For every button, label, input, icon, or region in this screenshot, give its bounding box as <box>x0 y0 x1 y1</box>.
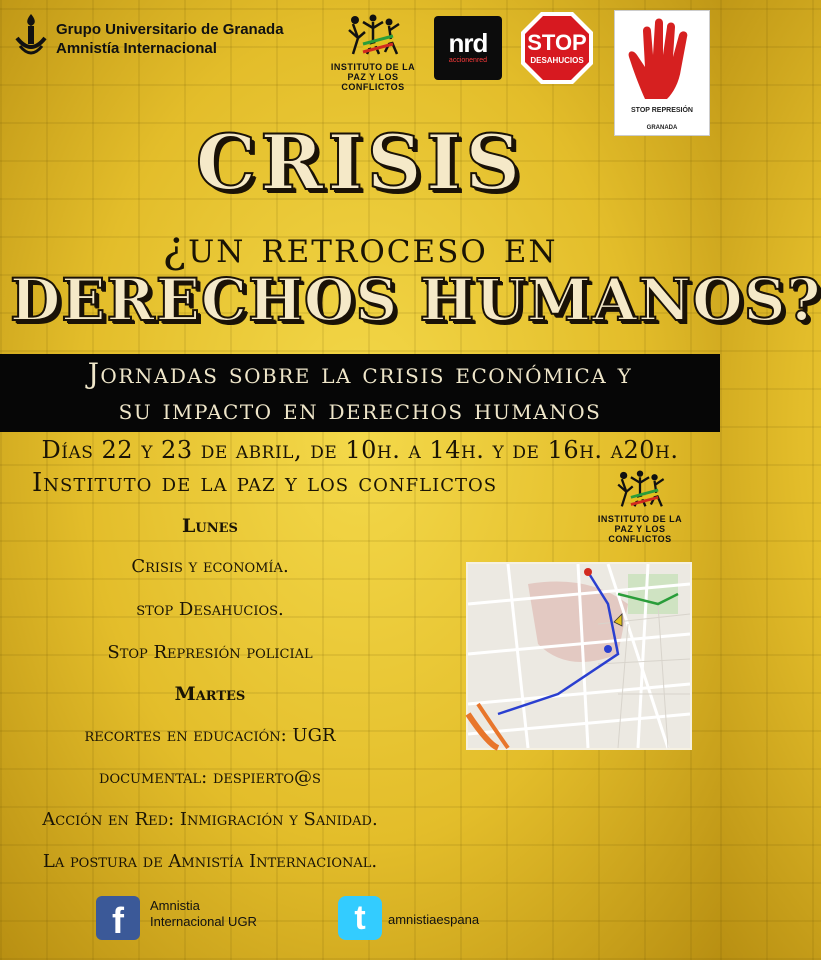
stop-represion-caption: STOP REPRESIÓN <box>631 107 693 114</box>
title-derechos-humanos: DERECHOS HUMANOS? <box>10 266 821 334</box>
program-item: recortes en educación: UGR <box>84 725 336 746</box>
instituto-paz-logo-text: INSTITUTO DE LA PAZ Y LOS CONFLICTOS <box>597 514 683 544</box>
nrd-logo-subtext: accionenred <box>448 57 488 64</box>
banner-line2: su impacto en derechos humanos <box>118 393 602 426</box>
program-item: documental: despierto@s <box>99 767 321 788</box>
stop-sign-line1: STOP <box>527 30 587 55</box>
facebook-label-line1: Amnistia <box>150 898 200 913</box>
facebook-label-line2: Internacional UGR <box>150 914 257 929</box>
main-title: CRISIS <box>195 118 525 207</box>
nrd-logo-text: nrd <box>448 28 488 58</box>
event-venue: Instituto de la paz y los conflictos <box>32 468 498 498</box>
candle-icon <box>14 12 48 62</box>
program-item: Crisis y economía. <box>131 556 289 577</box>
instituto-paz-logo <box>328 14 418 94</box>
title-subline: ¿un retroceso en <box>162 222 558 273</box>
stop-sign-line2: DESAHUCIOS <box>530 56 584 65</box>
banner-line1: Jornadas sobre la crisis económica y <box>87 357 633 390</box>
program-day1-heading: Lunes <box>182 515 238 537</box>
instituto-paz-logo-small <box>592 470 688 550</box>
program-item: stop Desahucios. <box>136 599 284 620</box>
street-map-graphic <box>468 564 690 748</box>
organization-name-line2: Amnistía Internacional <box>56 40 217 57</box>
location-map <box>466 562 692 750</box>
twitter-handle[interactable]: amnistiaespana <box>388 912 480 927</box>
program-item: Stop Represión policial <box>107 642 313 663</box>
dancing-figures-icon <box>612 470 668 510</box>
amnesty-candle-logo <box>14 12 48 62</box>
twitter-icon[interactable]: t <box>338 896 382 940</box>
organization-name-line1: Grupo Universitario de Granada <box>56 21 284 38</box>
facebook-icon[interactable]: f <box>96 896 140 940</box>
program-day2-heading: Martes <box>174 683 246 705</box>
facebook-page-label[interactable] <box>150 898 257 930</box>
program-item: La postura de Amnistía Internacional. <box>42 851 378 872</box>
stop-sign-icon <box>519 10 595 86</box>
event-dates: Días 22 y 23 de abril, de 10h. a 14h. y de 16h. a20h. <box>41 436 679 464</box>
accion-en-red-logo <box>434 16 502 80</box>
stop-represion-city: GRANADA <box>646 125 678 131</box>
red-hand-icon <box>615 11 711 107</box>
stop-desahucios-logo <box>519 10 595 86</box>
organization-name <box>56 20 284 58</box>
program-item: Acción en Red: Inmigración y Sanidad. <box>42 809 378 830</box>
instituto-paz-logo-text: INSTITUTO DE LA PAZ Y LOS CONFLICTOS <box>330 62 416 92</box>
dancing-figures-icon <box>343 14 403 58</box>
